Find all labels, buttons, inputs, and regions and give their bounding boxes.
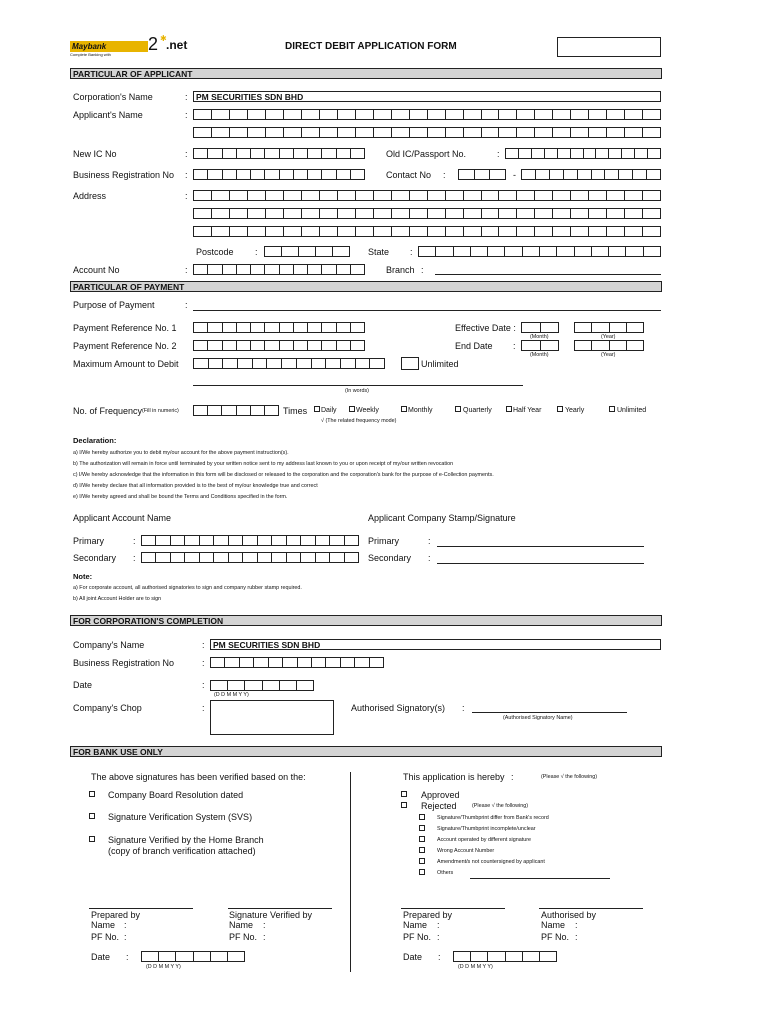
company-date-field[interactable] [210,680,314,691]
logo-number: 2 [148,34,159,54]
secondary-sign-line[interactable] [437,563,644,564]
section-bank: FOR BANK USE ONLY [70,746,662,757]
contact-number-field[interactable] [521,169,661,180]
svs-label: Signature Verification System (SVS) [108,812,253,822]
colon: : [428,553,431,563]
board-resolution-label: Company Board Resolution dated [108,790,244,800]
colon: : [438,952,441,962]
weekly-checkbox[interactable] [349,406,355,412]
right-date-field[interactable] [453,951,557,962]
home-branch-checkbox[interactable] [89,836,95,842]
bank-prepared-name-label: Name [403,920,428,930]
primary-sign-label: Primary [368,536,399,546]
secondary-label: Secondary [73,553,117,563]
rejected-label: Rejected [421,801,457,811]
frequency-hint: (Fill in numeric) [142,408,179,414]
effective-month-hint: (Month) [530,334,549,340]
stamp-label: Applicant Company Stamp/Signature [368,513,516,523]
new-ic-label: New IC No [73,149,117,159]
prepared-by-label: Prepared by [91,910,141,920]
secondary-name-field[interactable] [141,552,359,563]
bank-prepared-by-label: Prepared by [403,910,453,920]
monthly-label: Monthly [408,407,433,414]
logo-star-icon: ✱ [160,34,167,43]
section-payment: PARTICULAR OF PAYMENT [70,281,662,292]
colon: : [185,265,188,275]
applicant-name-label: Applicant's Name [73,110,143,120]
colon: : [133,536,136,546]
primary-sign-line[interactable] [437,546,644,547]
max-amount-label: Maximum Amount to Debit [73,359,179,369]
effective-year-hint: (Year) [601,334,616,340]
auth-signatory-label: Authorised Signatory(s) [351,703,446,713]
prepared-by-line[interactable] [89,908,193,909]
logo-suffix: .net [166,38,188,52]
note-item: b) All joint Account Holder are to sign [73,596,162,602]
colon: : [185,149,188,159]
reason-label: Account operated by different signature [437,837,531,843]
company-date-hint: (D D M M Y Y) [214,692,249,698]
bank-prepared-by-line[interactable] [401,908,505,909]
declaration-item: a) I/We hereby authorize you to debit my/our account for the above payment instruction(s). [73,450,289,456]
new-ic-field[interactable] [193,148,365,159]
right-date-label: Date [403,952,423,962]
colon: : [133,553,136,563]
reason-checkbox[interactable] [419,858,425,864]
colon: : [126,952,129,962]
yearly-label: Yearly [565,407,585,414]
bus-reg-label: Business Registration No [73,170,175,180]
colon: : [202,658,205,668]
colon: : [410,247,413,257]
prepared-pf-label: PF No. [91,932,120,942]
colon: : [185,110,188,120]
branch-line[interactable] [435,274,661,275]
effective-year-field[interactable] [574,322,644,333]
monthly-checkbox[interactable] [401,406,407,412]
address-row2[interactable] [193,208,661,219]
declaration-item: c) I/We hereby acknowledge that the information in this form will be disclosed or released to the corporation and the corporation's bank for the purpose of e-Collection payments. [73,472,494,478]
colon: : [202,703,205,713]
address-row1[interactable] [193,190,661,201]
left-date-label: Date [91,952,111,962]
unlimited-checkbox[interactable] [401,357,419,370]
colon: : [462,703,465,713]
quarterly-checkbox[interactable] [455,406,461,412]
daily-label: Daily [321,407,337,414]
frequency-label: No. of Frequency [73,406,143,416]
state-field[interactable] [418,246,661,257]
bank-divider [350,772,351,972]
frequency-mode-note: √ (The related frequency mode) [321,418,397,424]
postcode-field[interactable] [264,246,350,257]
purpose-line[interactable] [193,310,661,311]
yearly-checkbox[interactable] [557,406,563,412]
sig-verified-pf-label: PF No. [229,932,258,942]
reason-label: Others [437,870,454,876]
colon: : [124,932,127,942]
half-year-label: Half Year [513,407,542,414]
purpose-label: Purpose of Payment [73,300,155,310]
approved-checkbox[interactable] [401,791,407,797]
account-field[interactable] [193,264,365,275]
colon: : [255,247,258,257]
company-date-label: Date [73,680,93,690]
sig-verified-line[interactable] [228,908,332,909]
unlimited-freq-checkbox[interactable] [609,406,615,412]
corp-name-label: Corporation's Name [73,92,153,102]
end-date-label: End Date [455,341,493,351]
contact-prefix-field[interactable] [458,169,506,180]
logo-tagline: Complete Banking with [70,52,111,57]
colon: : [185,170,188,180]
left-date-field[interactable] [141,951,245,962]
note-item: a) For corporate account, all authorised signatories to sign and company rubber stamp required. [73,585,302,591]
branch-label: Branch [386,265,415,275]
form-title: DIRECT DEBIT APPLICATION FORM [285,41,457,52]
ref2-label: Payment Reference No. 2 [73,341,177,351]
authorised-name-label: Name [541,920,566,930]
home-branch-label: Signature Verified by the Home Branch [108,835,264,845]
sig-verified-label: Signature Verified by [229,910,313,920]
home-branch-note: (copy of branch verification attached) [108,846,256,856]
colon: : [575,920,578,930]
board-resolution-checkbox[interactable] [89,791,95,797]
rejected-checkbox[interactable] [401,802,407,808]
section-corporation: FOR CORPORATION'S COMPLETION [70,615,662,626]
colon: : [497,149,500,159]
please-tick-hint: (Please √ the following) [541,774,597,780]
colon: : [202,680,205,690]
company-bus-reg-label: Business Registration No [73,658,175,668]
colon: : [263,932,266,942]
effective-date-label: Effective Date : [455,323,516,333]
declaration-title: Declaration: [73,436,117,445]
app-hereby-label: This application is hereby [403,772,505,782]
colon: : [263,920,266,930]
acct-name-label: Applicant Account Name [73,513,172,523]
declaration-item: d) I/We hereby declare that all information provided is to the best of my/our knowledge true and correct [73,483,318,489]
reason-label: Signature/Thumbprint differ from Bank's record [437,815,549,821]
declaration-item: b) The authorization will remain in force until terminated by your written notice sent to my address last known to you or upon receipt of my/our written revocation [73,461,454,467]
bank-logo [70,34,200,60]
bus-reg-field[interactable] [193,169,365,180]
svs-checkbox[interactable] [89,813,95,819]
account-label: Account No [73,265,120,275]
colon: : [185,92,188,102]
colon: : [185,300,188,310]
end-month-hint: (Month) [530,352,549,358]
auth-signatory-hint: (Authorised Signatory Name) [503,715,573,721]
form-reference-box[interactable] [557,37,661,57]
section-applicant: PARTICULAR OF APPLICANT [70,68,662,79]
frequency-field[interactable] [193,405,279,416]
reason-label: Amendment/s not countersigned by applicant [437,859,545,865]
state-label: State [368,247,390,257]
primary-label: Primary [73,536,104,546]
colon: : [428,536,431,546]
dash: - [513,170,516,180]
bank-prepared-pf-label: PF No. [403,932,432,942]
colon: : [513,341,516,351]
company-name-label: Company's Name [73,640,145,650]
colon: : [185,191,188,201]
colon: : [443,170,446,180]
daily-checkbox[interactable] [314,406,320,412]
address-row3[interactable] [193,226,661,237]
applicant-name-row1[interactable] [193,109,661,120]
authorised-by-label: Authorised by [541,910,597,920]
corp-name-field[interactable]: PM SECURITIES SDN BHD [193,91,661,102]
end-month-field[interactable] [521,340,559,351]
primary-name-field[interactable] [141,535,359,546]
company-chop-box[interactable] [210,700,334,735]
colon: : [202,640,205,650]
colon: : [124,920,127,930]
applicant-name-row2[interactable] [193,127,661,138]
ref1-label: Payment Reference No. 1 [73,323,177,333]
reason-label: Signature/Thumbprint incomplete/unclear [437,826,536,832]
auth-signatory-line[interactable] [472,712,627,713]
colon: : [511,772,514,782]
half-year-checkbox[interactable] [506,406,512,412]
max-amount-field[interactable] [193,358,385,369]
secondary-sign-label: Secondary [368,553,412,563]
weekly-label: Weekly [356,407,379,414]
old-ic-label: Old IC/Passport No. [386,149,467,159]
unlimited-freq-label: Unlimited [617,407,647,414]
reason-checkbox[interactable] [419,869,425,875]
reason-checkbox[interactable] [419,814,425,820]
others-line[interactable] [470,878,610,879]
reason-checkbox[interactable] [419,825,425,831]
verified-intro: The above signatures has been verified based on the: [91,772,306,782]
logo-badge: Maybank [70,41,148,52]
colon: : [437,920,440,930]
end-year-hint: (Year) [601,352,616,358]
colon: : [575,932,578,942]
amount-in-words-line[interactable] [193,385,523,386]
colon: : [437,932,440,942]
old-ic-field[interactable] [505,148,661,159]
end-year-field[interactable] [574,340,644,351]
address-label: Address [73,191,107,201]
authorised-by-line[interactable] [539,908,643,909]
reason-checkbox[interactable] [419,847,425,853]
company-chop-label: Company's Chop [73,703,142,713]
ref2-field[interactable] [193,340,365,351]
company-name-field[interactable]: PM SECURITIES SDN BHD [210,639,661,650]
company-bus-reg-field[interactable] [210,657,384,668]
ref1-field[interactable] [193,322,365,333]
please-tick-hint-2: (Please √ the following) [472,803,528,809]
reason-label: Wrong Account Number [437,848,495,854]
effective-month-field[interactable] [521,322,559,333]
colon: : [421,265,424,275]
right-date-hint: (D D M M Y Y) [458,964,493,970]
contact-label: Contact No [386,170,432,180]
prepared-name-label: Name [91,920,116,930]
sig-verified-name-label: Name [229,920,254,930]
unlimited-label: Unlimited [421,359,459,369]
left-date-hint: (D D M M Y Y) [146,964,181,970]
postcode-label: Postcode [196,247,234,257]
declaration-item: e) I/We hereby agreed and shall be bound the Terms and Conditions specified in the form. [73,494,288,500]
times-label: Times [283,406,308,416]
note-title: Note: [73,572,93,581]
reason-checkbox[interactable] [419,836,425,842]
authorised-pf-label: PF No. [541,932,570,942]
approved-label: Approved [421,790,460,800]
amount-in-words-hint: (In words) [345,388,369,394]
quarterly-label: Quarterly [463,407,492,414]
